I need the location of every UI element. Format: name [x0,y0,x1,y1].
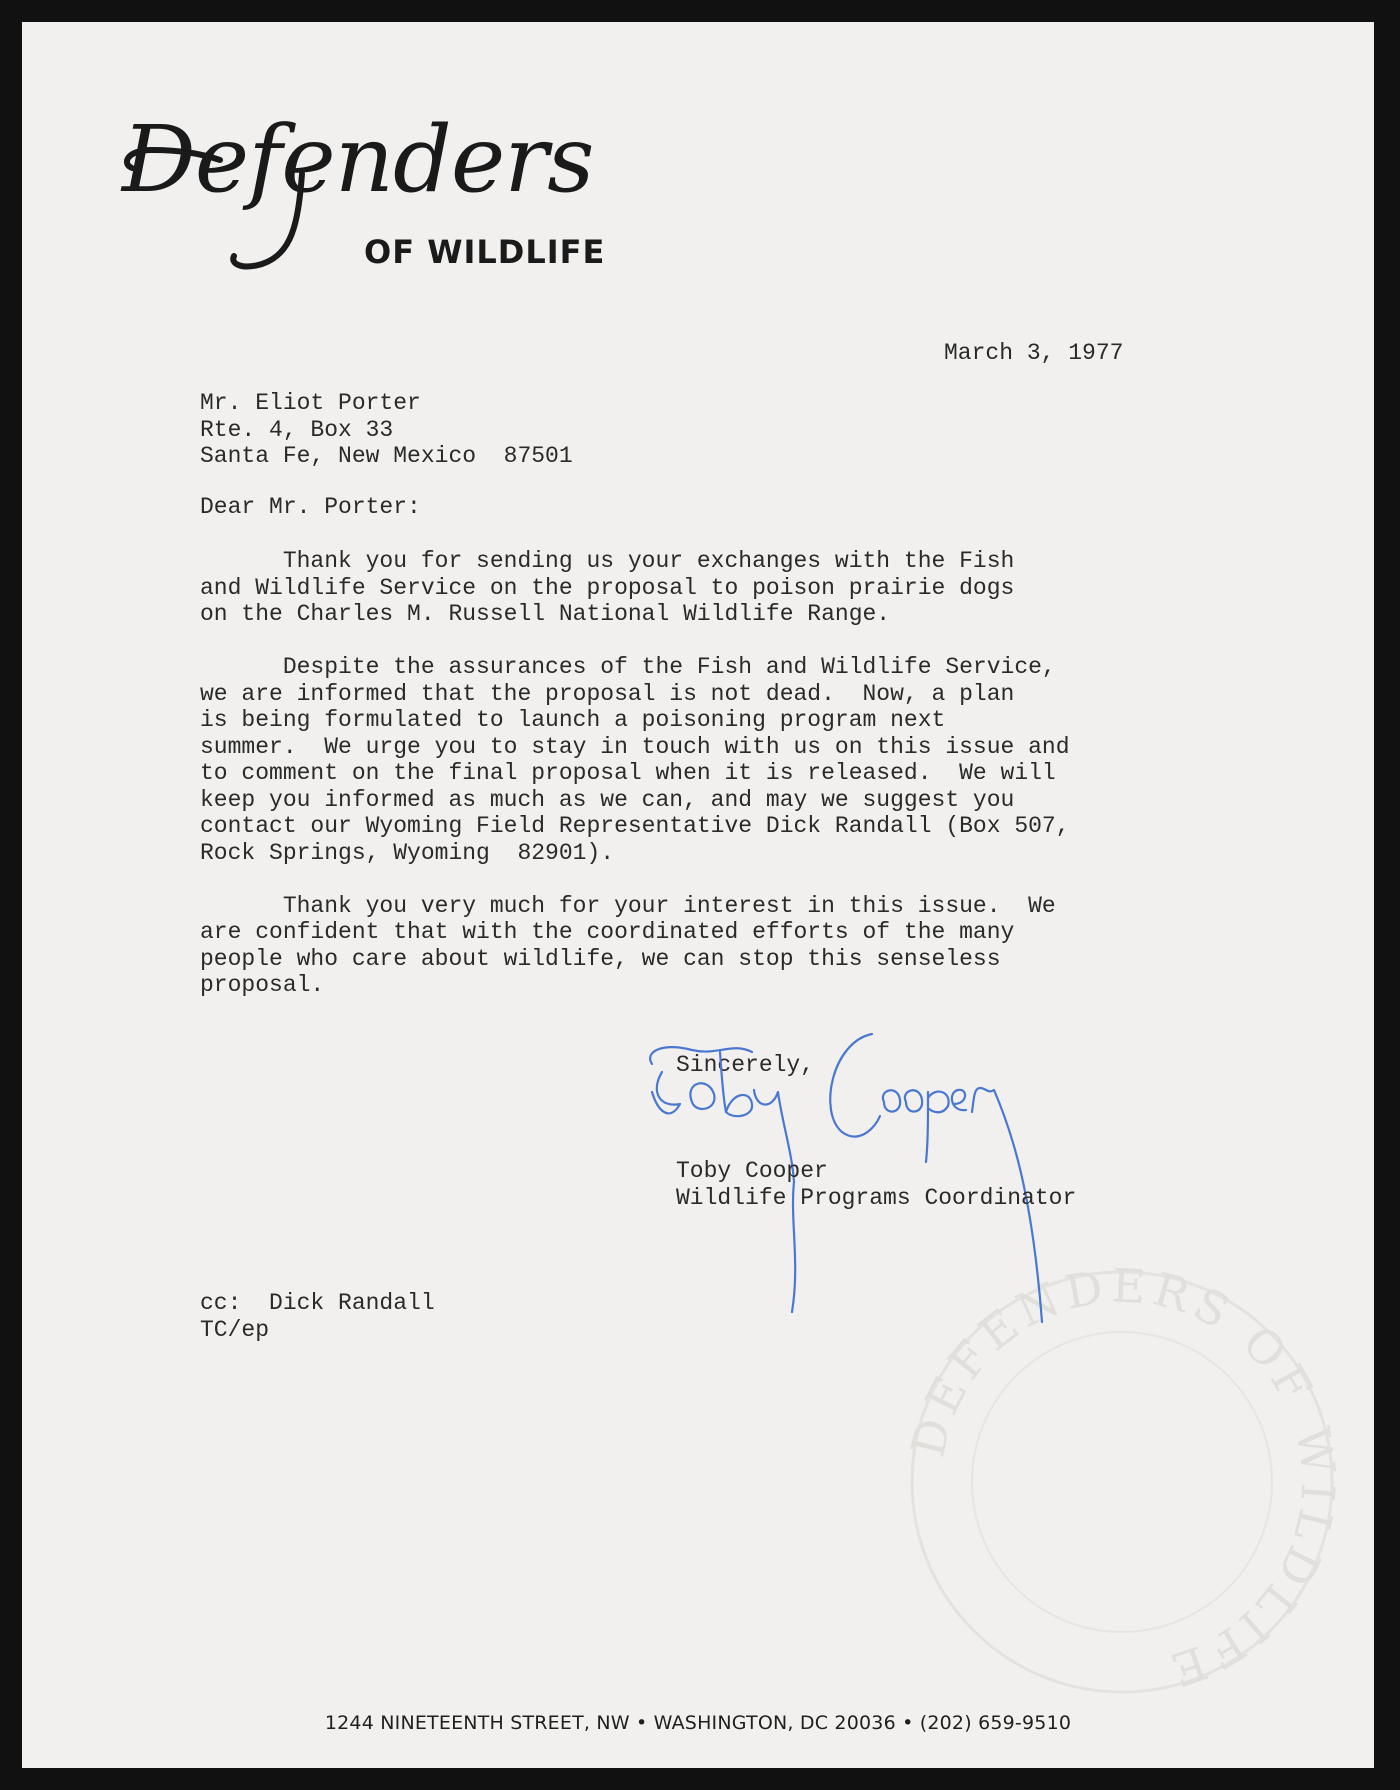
body-paragraph-3: Thank you very much for your interest in this issue. We are confident that with the coordinated efforts of the many people who care about wildlife, we can stop this senseless proposal. [200,892,1056,998]
signer-title: Wildlife Programs Coordinator [676,1184,1077,1211]
body-paragraph-1: Thank you for sending us your exchanges with the Fish and Wildlife Service on the proposal to poison prairie dogs on the Charles M. Russell National Wildlife Range. [200,548,1015,627]
recipient-street: Rte. 4, Box 33 [200,416,394,443]
letterhead-subtitle: OF WILDLIFE [364,233,606,271]
cc-line: cc: Dick Randall [200,1290,435,1316]
typist-initials: TC/ep [200,1316,270,1343]
letter-page [22,22,1374,1768]
letterhead-logo [102,106,622,284]
recipient-city: Santa Fe, New Mexico 87501 [200,443,573,469]
recipient-name: Mr. Eliot Porter [200,390,421,416]
svg-text:DEFENDERS OF WILDLIFE: DEFENDERS OF WILDLIFE [900,1258,1347,1700]
recipient-address [200,390,573,470]
handwritten-signature [622,1012,1202,1412]
salutation: Dear Mr. Porter: [200,494,421,520]
letter-date: March 3, 1977 [944,340,1124,366]
closing: Sincerely, [676,1052,815,1078]
letterhead-name: Defenders [122,106,594,213]
letter-body [200,548,1070,1025]
body-paragraph-2: Despite the assurances of the Fish and Wildlife Service, we are informed that the proposal is not dead. Now, a plan is being formulated to launch a poisoning program next summer. We urge you to stay in touch with us on this issue and to comment on the final proposal when it is released. We will keep you informed as much as we can, and may we suggest you contact our Wyoming Field Representative Dick Randall (Box 507, Rock Springs, Wyoming 82901). [200,654,1070,866]
letterhead-footer: 1244 NINETEENTH STREET, NW • WASHINGTON, DC 20036 • (202) 659-9510 [324,1712,1072,1734]
signer-block [676,1158,1076,1211]
cc-block [200,1290,435,1343]
signer-name: Toby Cooper [676,1158,828,1184]
